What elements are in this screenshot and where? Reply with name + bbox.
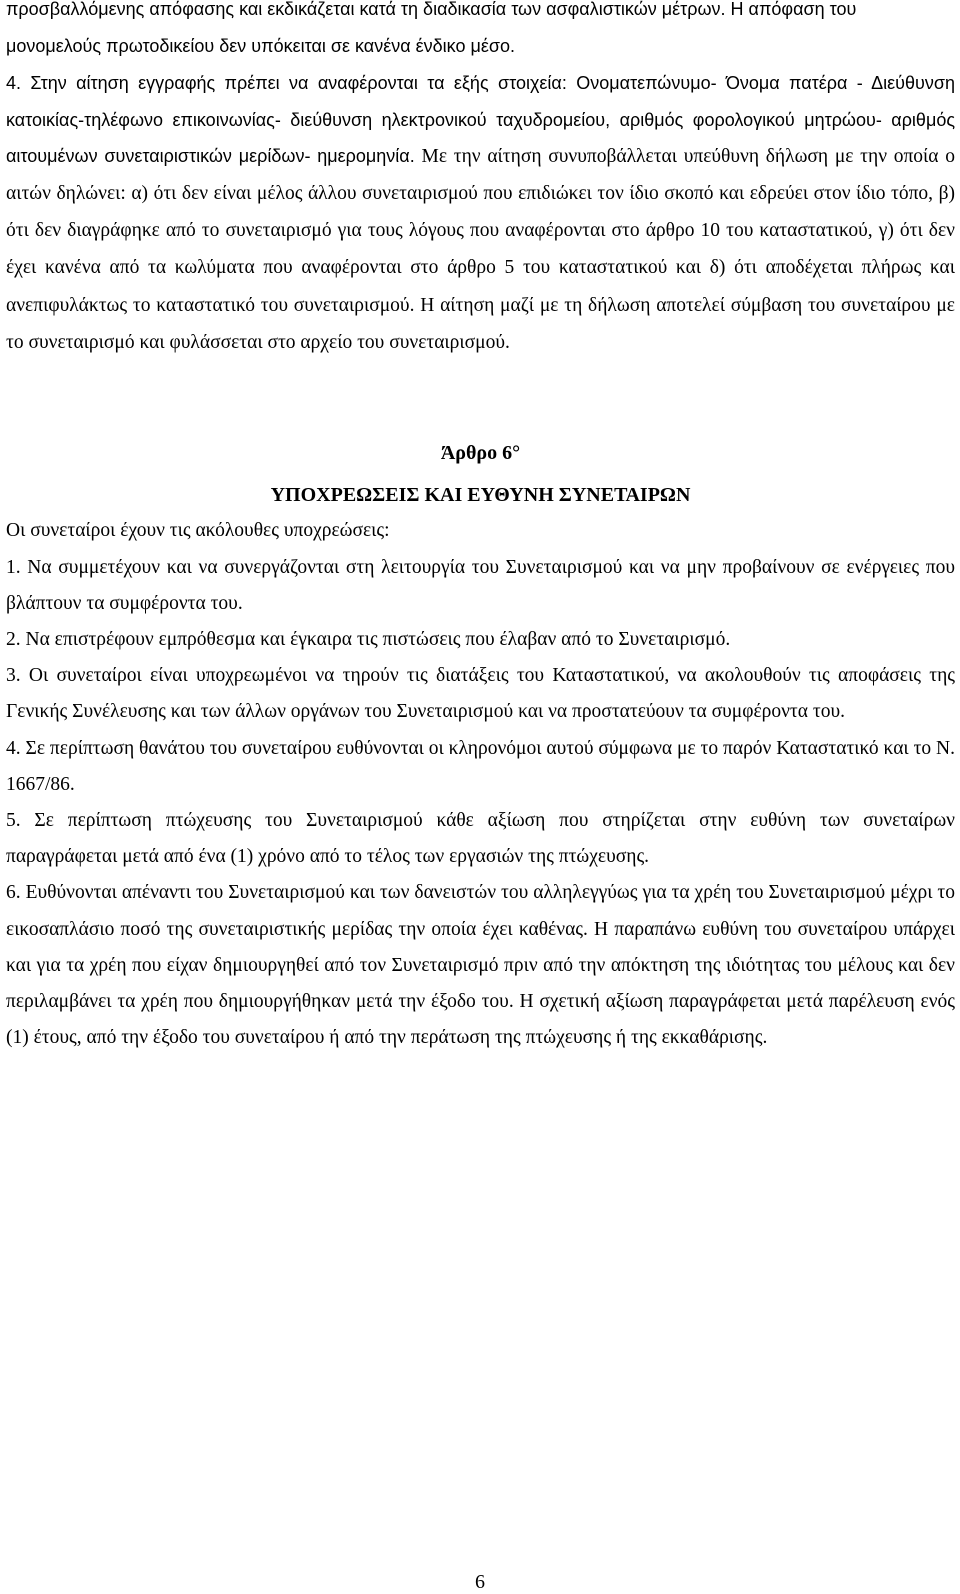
paragraph-4-application bbox=[6, 65, 955, 361]
obligation-item-2: 2. Να επιστρέφουν εμπρόθεσμα και έγκαιρα τις πιστώσεις που έλαβαν από το Συνεταιρισμό. bbox=[6, 629, 731, 651]
article-title: ΥΠΟΧΡΕΩΣΕΙΣ ΚΑΙ ΕΥΘΥΝΗ ΣΥΝΕΤΑΙΡΩΝ bbox=[270, 484, 691, 507]
obligation-item-6: 6. Ευθύνονται απέναντι του Συνεταιρισμού και των δανειστών του αλληλεγγύως για τα χρέη του Συνεταιρισμού μέχρι το εικοσαπλάσιο ποσό της συνεταιριστικής μερίδας την οποία έχει καθένας. Η παραπάνω ευθύνη του συνεταίρου υπάρχει και για τα χρέη που είχαν δημιουργηθεί από τον Συνεταιρισμό πριν από την απόκτηση της ιδιότητας του μέλους και δεν περιλαμβάνει τα χρέη που δημιουργήθηκαν μετά την έξοδο του. Η σχετική αξίωση παραγράφεται μετά παρέλευση ενός (1) έτους, από την έξοδο του συνεταίρου ή από την περάτωση της πτώχευσης ή της εκκαθάρισης. bbox=[6, 882, 955, 1049]
article-number: Άρθρο 6° bbox=[440, 442, 521, 465]
article-intro: Οι συνεταίροι έχουν τις ακόλουθες υποχρεώσεις: bbox=[6, 520, 390, 542]
continued-text-block bbox=[6, 0, 955, 65]
continued-paragraph: προσβαλλόμενης απόφασης και εκδικάζεται κατά τη διαδικασία των ασφαλιστικών μέτρων. Η απόφαση του μονομελούς πρωτοδικείου δεν υπόκειται σε κανένα ένδικο μέσο. bbox=[6, 0, 857, 57]
page-number: 6 bbox=[475, 1571, 485, 1593]
obligation-item-4: 4. Σε περίπτωση θανάτου του συνεταίρου ευθύνονται οι κληρονόμοι αυτού σύμφωνα με το παρόν Καταστατικό και το Ν. 1667/86. bbox=[6, 737, 955, 795]
paragraph-4-text: 4. Στην αίτηση εγγραφής πρέπει να αναφέρονται τα εξής στοιχεία: Ονοματεπώνυμο- Όνομα πατέρα - Διεύθυνση κατοικίας-τηλέφωνο επικοινωνίας- διεύθυνση ηλεκτρονικού ταχυδρομείου, αριθμός φορολογικού μητρώου- αριθμός αιτουμένων συνεταιριστικών μερίδων- ημερομηνία. bbox=[6, 73, 955, 166]
obligation-item-1: 1. Να συμμετέχουν και να συνεργάζονται στη λειτουργία του Συνεταιρισμού και να μην προβαίνουν σε ενέργειες που βλάπτουν τα συμφέροντα του. bbox=[6, 556, 955, 614]
document-page bbox=[6, 0, 955, 1056]
obligation-item-5: 5. Σε περίπτωση πτώχευσης του Συνεταιρισμού κάθε αξίωση που στηρίζεται στην ευθύνη των συνεταίρων παραγράφεται μετά από ένα (1) χρόνο από το τέλος των εργασιών της πτώχευσης. bbox=[6, 810, 955, 868]
declaration-text: Με την αίτηση συνυποβάλλεται υπεύθυνη δήλωση με την οποία ο αιτών δηλώνει: α) ότι δεν είναι μέλος άλλου συνεταιρισμού που επιδιώκει τον ίδιο σκοπό και εδρεύει στον ίδιο τόπο, β) ότι δεν διαγράφηκε από το συνεταιρισμό για τους λόγους που αναφέρονται στο άρθρο 10 του καταστατικού, γ) ότι δεν έχει κανένα από τα κωλύματα που αναφέρονται στο άρθρο 5 του καταστατικού και δ) ότι αποδέχεται πλήρως και ανεπιφυλάκτως το καταστατικό του συνεταιρισμού. Η αίτηση μαζί με τη δήλωση αποτελεί σύμβαση του συνεταίρου με το συνεταιρισμό και φυλάσσεται στο αρχείο του συνεταιρισμού. bbox=[6, 145, 955, 353]
obligation-item-3: 3. Οι συνεταίροι είναι υποχρεωμένοι να τηρούν τις διατάξεις του Καταστατικού, να ακολουθούν τις αποφάσεις της Γενικής Συνέλευσης και των άλλων οργάνων του Συνεταιρισμού και να προστατεύουν τα συμφέροντα του. bbox=[6, 665, 955, 723]
